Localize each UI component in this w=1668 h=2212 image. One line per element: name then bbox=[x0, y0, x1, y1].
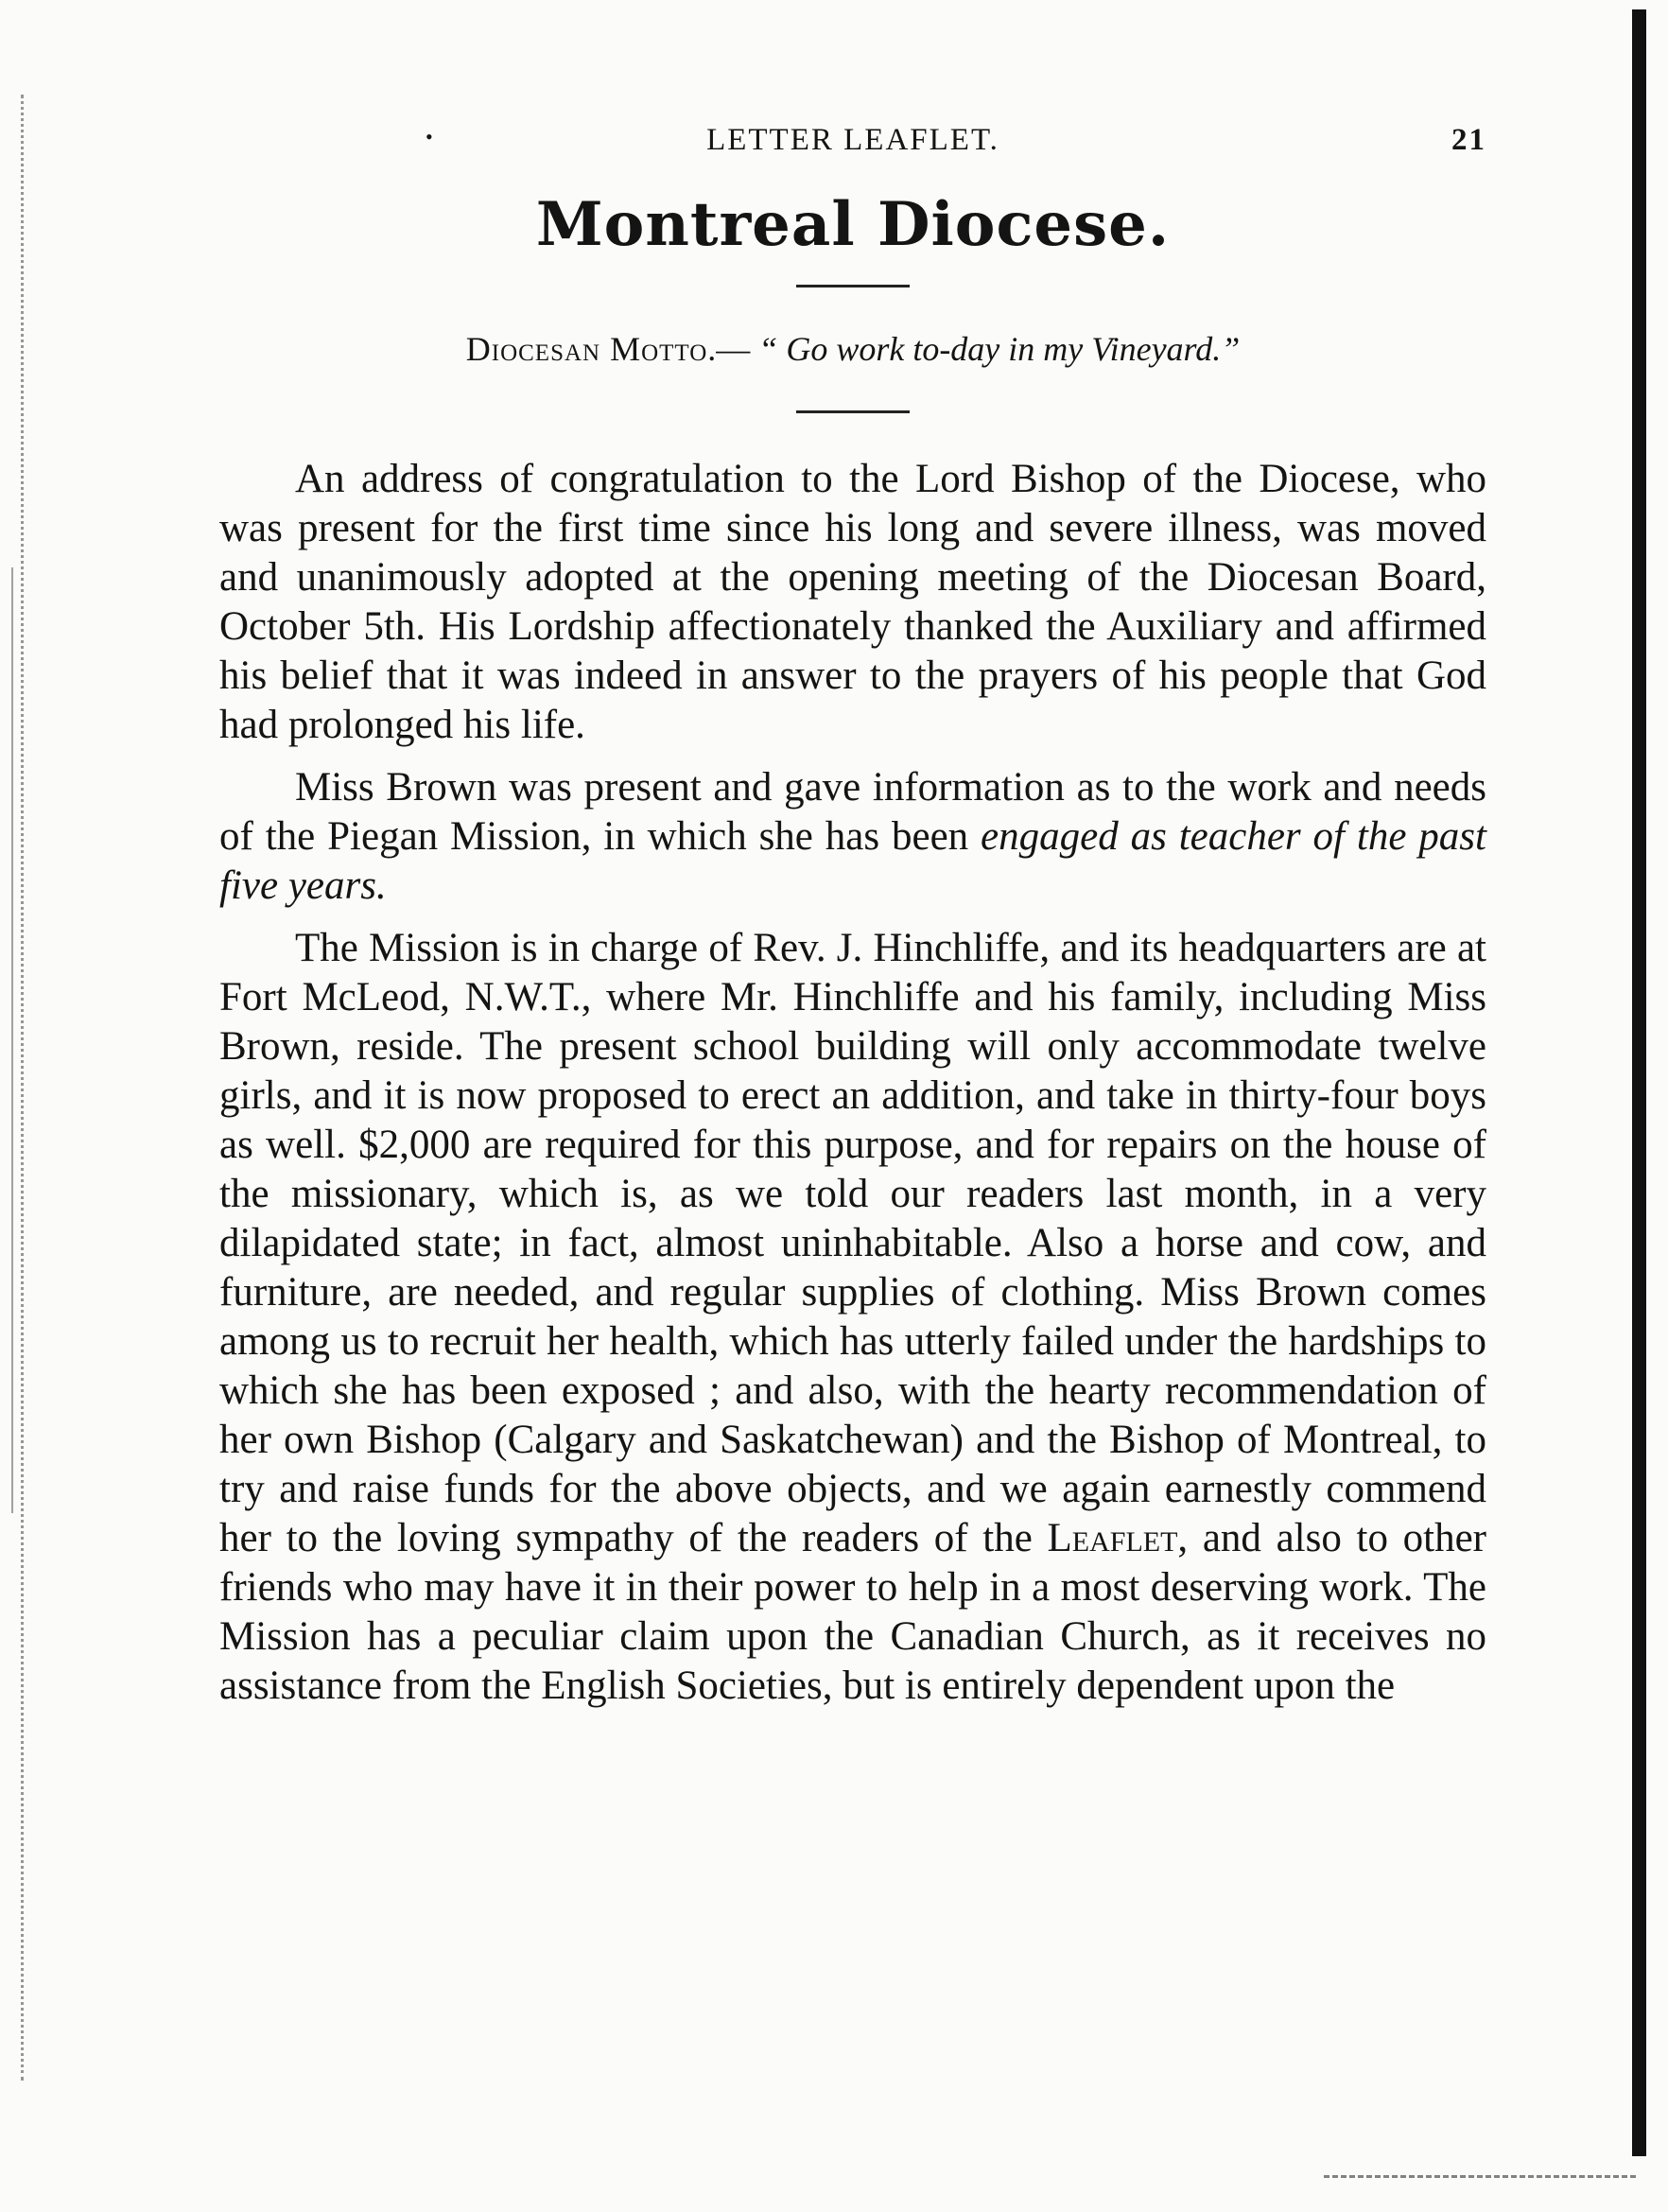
title-divider bbox=[796, 285, 910, 287]
paragraph-mission bbox=[219, 924, 1486, 1711]
body-text bbox=[219, 455, 1486, 1711]
paragraph-address: An address of congratulation to the Lord Bishop of the Diocese, who was present for the first time since his long and severe illness, was moved and unanimously adopted at the opening meeting of the Diocesan Board, October 5th. His Lordship affectionately thanked the Auxiliary and affirmed his belief that it was indeed in answer to the prayers of his people that God had prolonged his life. bbox=[219, 457, 1486, 747]
paragraph-miss-brown-italic: engaged as teacher of the past five years. bbox=[219, 814, 1486, 908]
paragraph-mission-end: , and also to other friends who may have it in their power to help in a most deserving work. The Mission has a peculiar claim upon the Canadian Church, as it receives no assistance from the English Societies, but is entirely dependent upon the bbox=[219, 1516, 1486, 1708]
page-number: 21 bbox=[1451, 123, 1486, 157]
motto-text: “ Go work to-day in my Vineyard.” bbox=[758, 330, 1241, 368]
running-title: LETTER LEAFLET. bbox=[706, 123, 999, 157]
scan-bottom-mark bbox=[1324, 2175, 1636, 2181]
diocesan-motto bbox=[219, 329, 1486, 369]
scan-left-edge-mark bbox=[21, 95, 33, 2081]
scan-right-edge-bar bbox=[1632, 9, 1646, 2156]
motto-divider bbox=[796, 410, 910, 413]
motto-separator: .— bbox=[707, 330, 751, 368]
section-title: Montreal Diocese. bbox=[535, 189, 1171, 260]
header-bullet: • bbox=[426, 125, 435, 148]
paragraph-miss-brown-text: Miss Brown was present and gave information as to the work and needs of the Piegan Mission, in which she has been bbox=[219, 765, 1486, 859]
leaflet-name: Leaflet bbox=[1047, 1516, 1178, 1560]
paragraph-mission-text: The Mission is in charge of Rev. J. Hinchliffe, and its headquarters are at Fort McLeod, N.W.T., where Mr. Hinchliffe and his family, including Miss Brown, reside. The present school building will only accommodate twelve girls, and it is now proposed to erect an addition, and take in thirty-four boys as well. $2,000 are required for this purpose, and for repairs on the house of the missionary, which is, as we told our readers last month, in a very dilapidated state; in fact, almost uninhabitable. Also a horse and cow, and furniture, are needed, and regular supplies of clothing. Miss Brown comes among us to recruit her health, which has utterly failed under the hardships to which she has been exposed ; and also, with the hearty recommendation of her own Bishop (Calgary and Saskatchewan) and the Bishop of Montreal, to try and raise funds for the above objects, and we again earnestly commend her to the loving sympathy of the readers of the bbox=[219, 926, 1486, 1560]
motto-label: Diocesan Motto bbox=[465, 330, 708, 368]
scan-left-edge-line bbox=[11, 567, 17, 1513]
paragraph-miss-brown bbox=[219, 763, 1486, 911]
document-page bbox=[219, 123, 1486, 1724]
running-header bbox=[219, 123, 1486, 180]
